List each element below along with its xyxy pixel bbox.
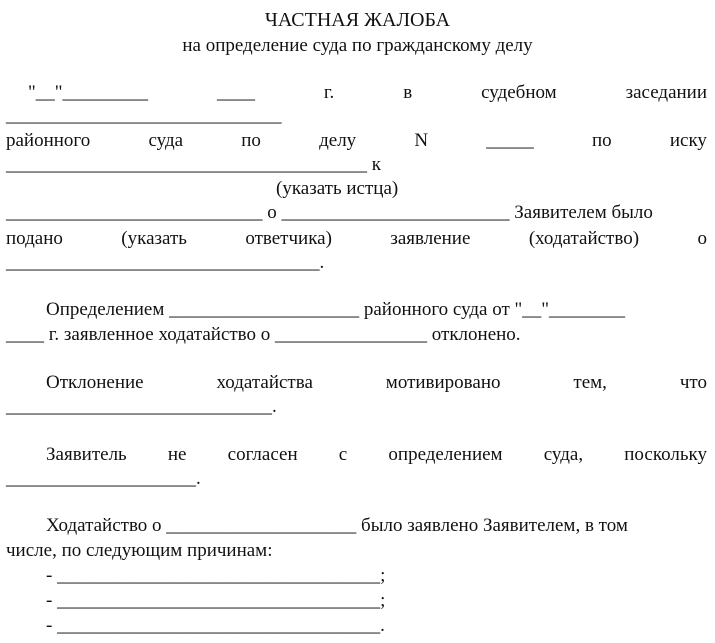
word: иску — [669, 130, 707, 151]
word: Заявитель — [46, 444, 127, 465]
word: судебном — [481, 82, 557, 103]
court-name-blank: _____________________________ — [6, 105, 282, 126]
paragraph-ruling-cont: ____ г. заявленное ходатайство о ________________ отклонено. — [6, 324, 521, 345]
reason-item-3: - __________________________________. — [46, 615, 385, 636]
line-13 — [46, 444, 707, 466]
plaintiff-blank: ______________________________________ к — [6, 154, 381, 175]
document-subtitle: на определение суда по гражданскому делу — [182, 35, 533, 56]
plaintiff-hint: (указать истца) — [276, 178, 399, 199]
word: поскольку — [624, 444, 707, 465]
line-1 — [28, 82, 707, 104]
word: суда, — [543, 444, 584, 465]
document-title: ЧАСТНАЯ ЖАЛОБА — [264, 9, 451, 31]
reason-blank: ____________________________. — [6, 396, 277, 417]
line-3 — [6, 130, 707, 152]
subject-blank: _________________________________. — [6, 252, 325, 273]
word: согласен — [227, 444, 298, 465]
word: N — [414, 130, 429, 151]
year-blank: ____ — [216, 82, 255, 103]
word: тем, — [573, 372, 607, 393]
word: что — [679, 372, 707, 393]
word: суда — [148, 130, 184, 151]
word: заявление — [390, 228, 471, 249]
disagreement-blank: ____________________. — [6, 468, 201, 489]
defendant-line: ___________________________ о ________________________ Заявителем было — [6, 202, 653, 223]
word: с — [338, 444, 348, 465]
word: ответчика) — [245, 228, 332, 249]
word: делу — [319, 130, 357, 151]
case-number-blank: _____ — [486, 130, 534, 151]
word: в — [403, 82, 413, 103]
word: не — [167, 444, 187, 465]
word: заседании — [625, 82, 707, 103]
word: районного — [6, 130, 91, 151]
word: (ходатайство) — [528, 228, 640, 249]
line-7 — [6, 228, 707, 250]
paragraph-motion-cont: числе, по следующим причинам: — [6, 540, 273, 561]
word: по — [241, 130, 261, 151]
reason-item-2: - __________________________________; — [46, 590, 386, 611]
paragraph-motion: Ходатайство о ____________________ было заявлено Заявителем, в том — [46, 515, 628, 536]
word: (указать — [121, 228, 187, 249]
word: г. — [323, 82, 335, 103]
word: определением — [388, 444, 503, 465]
paragraph-ruling: Определением ____________________ районного суда от "__"________ — [46, 299, 626, 320]
word: Отклонение — [46, 372, 144, 393]
word: о — [697, 228, 707, 249]
word: ходатайства — [216, 372, 313, 393]
word: мотивировано — [385, 372, 501, 393]
word: по — [591, 130, 612, 151]
date-blank: "__"_________ — [28, 82, 149, 103]
reason-item-1: - __________________________________; — [46, 565, 386, 586]
word: подано — [6, 228, 63, 249]
line-11 — [46, 372, 707, 394]
